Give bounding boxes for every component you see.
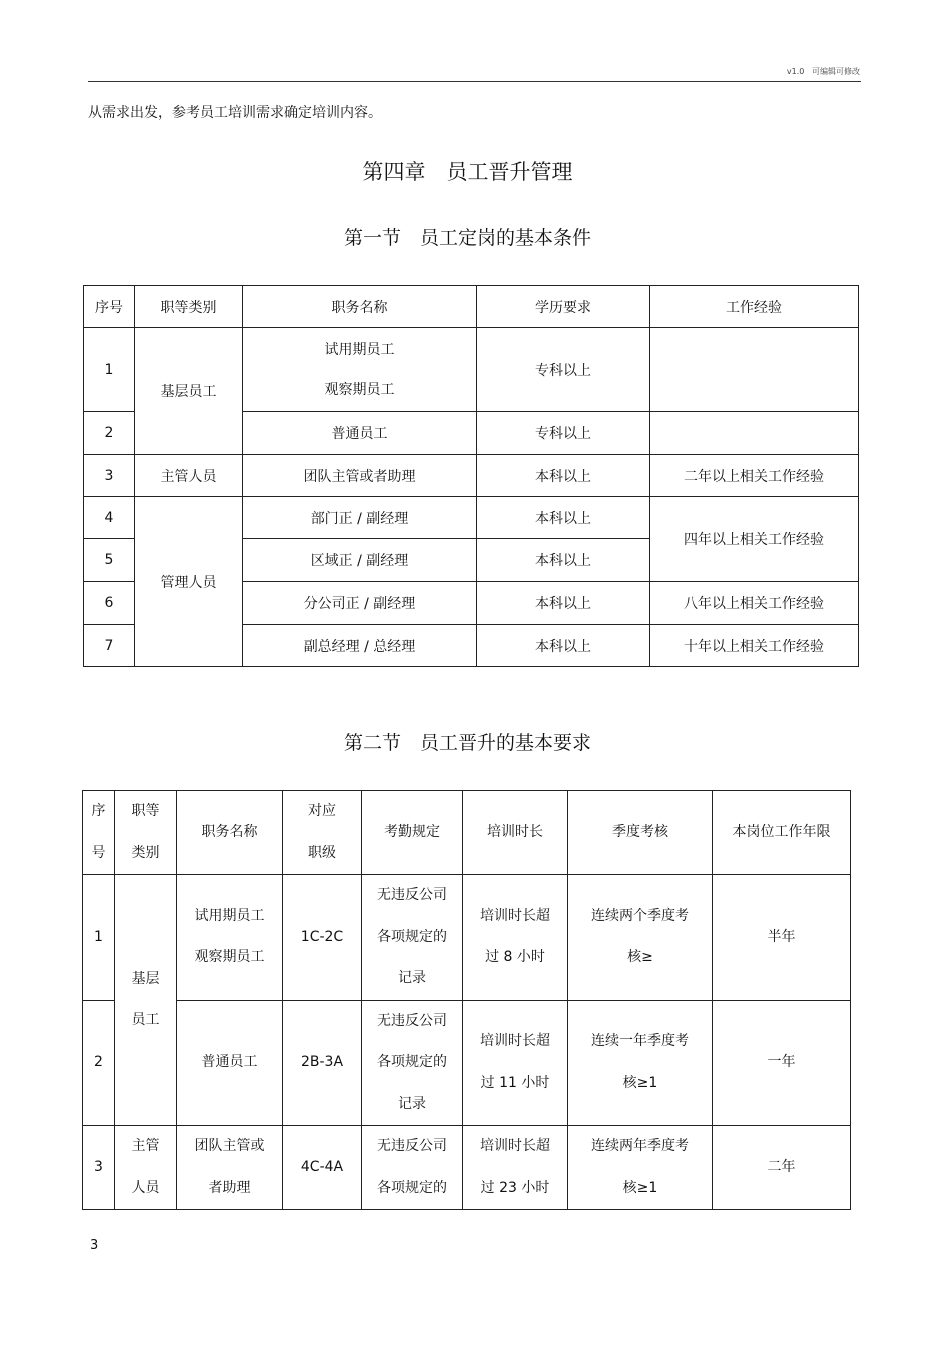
intro-text: 从需求出发，参考员工培训需求确定培训内容。 <box>88 105 382 121</box>
col-header: 季度考核 <box>568 791 713 875</box>
education-cell: 本科以上 <box>477 455 650 497</box>
col-header: 对应 职级 <box>283 791 362 875</box>
category-cell: 基层员工 <box>135 328 243 455</box>
education-cell: 本科以上 <box>477 497 650 539</box>
attendance-cell: 无违反公司 各项规定的 <box>362 1126 463 1210</box>
row-number: 4 <box>84 497 135 539</box>
col-header: 考勤规定 <box>362 791 463 875</box>
tenure-cell: 半年 <box>713 875 851 1001</box>
col-header: 学历要求 <box>477 286 650 328</box>
section1-title: 第一节 员工定岗的基本条件 <box>343 227 591 249</box>
experience-cell: 十年以上相关工作经验 <box>650 625 859 667</box>
job-requirements-table <box>83 285 859 667</box>
education-cell: 本科以上 <box>477 539 650 582</box>
header-divider <box>88 81 861 82</box>
experience-cell: 八年以上相关工作经验 <box>650 582 859 625</box>
category-cell: 主管人员 <box>135 455 243 497</box>
row-number: 2 <box>83 1000 115 1126</box>
chapter-title: 第四章 员工晋升管理 <box>362 160 573 184</box>
tenure-cell: 二年 <box>713 1126 851 1210</box>
experience-cell <box>650 328 859 412</box>
table-header-row <box>83 791 851 875</box>
row-number: 7 <box>84 625 135 667</box>
header-meta <box>760 66 860 77</box>
job-title-cell: 团队主管或 者助理 <box>177 1126 283 1210</box>
quarterly-cell: 连续一年季度考 核≥1 <box>568 1000 713 1126</box>
category-cell: 基层 员工 <box>115 875 177 1126</box>
job-title-cell: 区域正 / 副经理 <box>243 539 477 582</box>
category-cell: 管理人员 <box>135 497 243 667</box>
job-title-cell: 团队主管或者助理 <box>243 455 477 497</box>
education-cell: 专科以上 <box>477 328 650 412</box>
job-title-cell: 分公司正 / 副经理 <box>243 582 477 625</box>
attendance-cell: 无违反公司 各项规定的 记录 <box>362 1000 463 1126</box>
quarterly-cell: 连续两年季度考 核≥1 <box>568 1126 713 1210</box>
level-cell: 4C-4A <box>283 1126 362 1210</box>
level-cell: 1C-2C <box>283 875 362 1001</box>
experience-cell: 四年以上相关工作经验 <box>650 497 859 582</box>
training-cell: 培训时长超 过 11 小时 <box>463 1000 568 1126</box>
table-header-row <box>84 286 859 328</box>
attendance-cell: 无违反公司 各项规定的 记录 <box>362 875 463 1001</box>
col-header: 序号 <box>84 286 135 328</box>
quarterly-cell: 连续两个季度考 核≥ <box>568 875 713 1001</box>
page-number: 3 <box>90 1238 99 1253</box>
col-header: 本岗位工作年限 <box>713 791 851 875</box>
col-header: 职等类别 <box>135 286 243 328</box>
category-cell: 主管 人员 <box>115 1126 177 1210</box>
col-header: 职务名称 <box>243 286 477 328</box>
row-number: 1 <box>83 875 115 1001</box>
level-cell: 2B-3A <box>283 1000 362 1126</box>
row-number: 3 <box>83 1126 115 1210</box>
table-row <box>83 875 851 1001</box>
section2-title: 第二节 员工晋升的基本要求 <box>343 732 591 754</box>
training-cell: 培训时长超 过 8 小时 <box>463 875 568 1001</box>
job-title-cell: 试用期员工 观察期员工 <box>243 328 477 412</box>
experience-cell: 二年以上相关工作经验 <box>650 455 859 497</box>
version-label: v1.0 <box>786 67 805 76</box>
tenure-cell: 一年 <box>713 1000 851 1126</box>
education-cell: 本科以上 <box>477 582 650 625</box>
table-row <box>84 455 859 497</box>
row-number: 2 <box>84 412 135 455</box>
col-header: 职等 类别 <box>115 791 177 875</box>
table-row <box>83 1000 851 1126</box>
col-header: 职务名称 <box>177 791 283 875</box>
education-cell: 本科以上 <box>477 625 650 667</box>
col-header: 序 号 <box>83 791 115 875</box>
job-title-cell: 部门正 / 副经理 <box>243 497 477 539</box>
experience-cell <box>650 412 859 455</box>
table-row <box>84 328 859 412</box>
education-cell: 专科以上 <box>477 412 650 455</box>
table-row <box>83 1126 851 1210</box>
job-title-cell: 副总经理 / 总经理 <box>243 625 477 667</box>
job-title-cell: 普通员工 <box>243 412 477 455</box>
row-number: 6 <box>84 582 135 625</box>
col-header: 培训时长 <box>463 791 568 875</box>
job-title-cell: 普通员工 <box>177 1000 283 1126</box>
promotion-requirements-table <box>82 790 851 1210</box>
training-cell: 培训时长超 过 23 小时 <box>463 1126 568 1210</box>
table-row <box>84 497 859 539</box>
row-number: 5 <box>84 539 135 582</box>
row-number: 1 <box>84 328 135 412</box>
col-header: 工作经验 <box>650 286 859 328</box>
edit-note: 可编辑可修改 <box>812 67 860 76</box>
job-title-cell: 试用期员工 观察期员工 <box>177 875 283 1001</box>
row-number: 3 <box>84 455 135 497</box>
